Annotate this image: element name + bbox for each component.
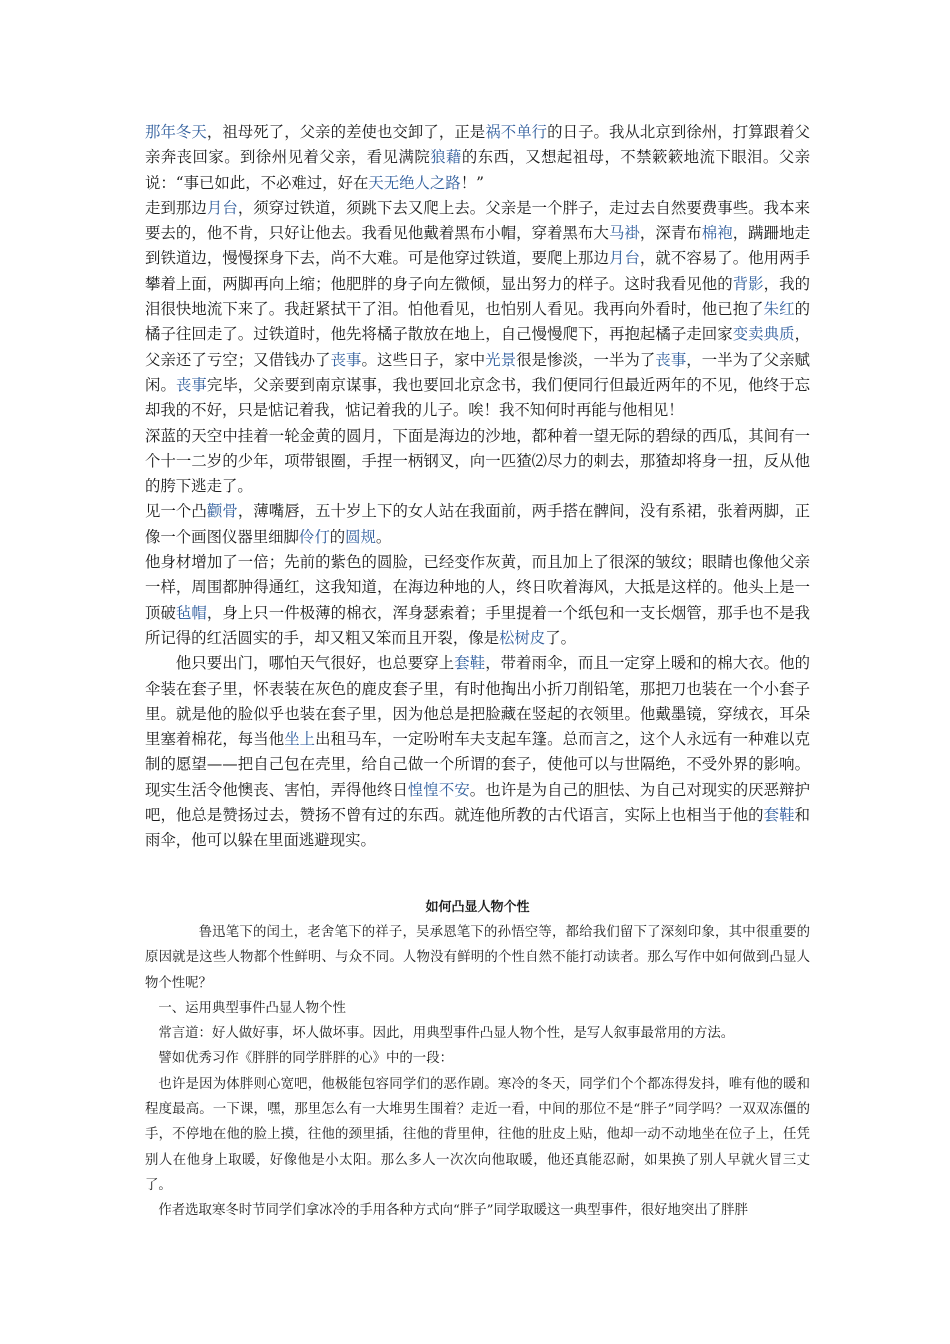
body-paragraph: 譬如优秀习作《胖胖的同学胖胖的心》中的一段：: [158, 1051, 453, 1067]
text-run: ，身上只一件极薄的棉衣，浑身瑟索着；手里提着一个纸包和一支长烟管，那手也不是我所记得的红活圆实的手，却又粗又笨而且开裂，像是: [145, 603, 810, 647]
highlighted-term: 毡帽: [175, 603, 207, 622]
text-run: 他只要出门，哪怕天气很好，也总要穿上: [175, 654, 455, 673]
highlighted-term: 丧事: [330, 350, 362, 369]
text-run: 了。: [545, 628, 576, 647]
body-paragraph: 作者选取寒冬时节同学们拿冰冷的手用各种方式向“胖子”同学取暖这一典型事件，很好地突出了胖胖: [158, 1203, 748, 1219]
highlighted-term: 月台: [206, 198, 238, 217]
article-title: 如何凸显人物个性: [425, 900, 530, 915]
highlighted-term: 圆规: [345, 527, 376, 546]
text-run: ，就不容易了。他用两手攀着上面，两脚再向上缩；他肥胖的身子向左微倾，显出努力的样子。这时我看见他的: [145, 249, 810, 293]
highlighted-term: 惶惶不安: [407, 780, 470, 799]
highlighted-term: 颧骨: [206, 502, 238, 521]
highlighted-term: 天无绝人之路: [368, 173, 461, 192]
text-run: ，深青布: [639, 224, 702, 243]
highlighted-term: 丧事: [175, 375, 207, 394]
highlighted-term: 伶仃: [298, 527, 330, 546]
intro-paragraph: 鲁迅笔下的闰土，老舍笔下的祥子，吴承恩笔下的孙悟空等，都给我们留下了深刻印象，其中很重要的原因就是这些人物都个性鲜明、与众不同。人物没有鲜明的个性自然不能打动读者。那么写作中如何做到凸显人物个性呢？: [145, 925, 810, 991]
excerpt-paragraph: [145, 196, 810, 424]
text-run: ，须穿过铁道，须跳下去又爬上去。父亲是一个胖子，走过去自然要费事些。我本来要去的，他不肯，只好让他去。我看见他戴着黑布小帽，穿着黑布大: [145, 198, 810, 243]
highlighted-term: 光景: [485, 350, 517, 369]
highlighted-term: 棉袍: [701, 224, 733, 243]
excerpt-paragraph: [145, 120, 810, 196]
highlighted-term: 马褂: [608, 224, 640, 243]
text-run: ，薄嘴唇，五十岁上下的女人站在我面前，两手搭在髀间，没有系裙，张着两脚，正像一个画图仪器里细脚: [145, 502, 810, 546]
text-run: ，带着雨伞，而且一定穿上暖和的棉大衣。他的伞装在套子里，怀表装在灰色的鹿皮套子里，有时他掏出小折刀削铅笔，那把刀也装在一个小套子里。就是他的脸似乎也装在套子里，因为他总是把脸藏在竖起的衣领里。他戴墨镜，穿绒衣，耳朵里塞着棉花，每当他: [145, 654, 810, 749]
text-run: 的: [329, 527, 346, 546]
text-run: ！”: [460, 173, 484, 192]
highlighted-term: 背影: [732, 274, 764, 293]
text-run: 出租马车，一定吩咐车夫支起车篷。总而言之，这个人永远有一种难以克制的愿望——把自己包在壳里，给自己做一个所谓的套子，使他可以与世隔绝，不受外界的影响。现实生活令他懊丧、害怕，弄得他终日: [145, 730, 810, 799]
text-run: 和雨伞，他可以躲在里面逃避现实。: [145, 806, 810, 850]
text-run: 走到那边: [145, 198, 207, 217]
highlighted-term: 变卖典质: [732, 325, 795, 344]
text-run: 完毕，父亲要到南京谋事，我也要回北京念书，我们便同行但最近两年的不见，他终于忘却我的不好，只是惦记着我，惦记着我的儿子。唉！我不知何时再能与他相见！: [145, 375, 810, 420]
highlighted-term: 朱红: [763, 300, 795, 319]
text-run: ，我的泪很快地流下来了。我赶紧拭干了泪。怕他看见，也怕别人看见。我再向外看时，他已抱了: [145, 274, 810, 319]
highlighted-term: 松树皮: [499, 628, 546, 647]
text-run: 。这些日子，家中: [361, 350, 486, 369]
text-run: 的橘子往回走了。过铁道时，他先将橘子散放在地上，自己慢慢爬下，再抱起橘子走回家: [145, 300, 810, 344]
text-run: ，祖母死了，父亲的差使也交卸了，正是: [206, 123, 486, 141]
text-run: 。也许是为自己的胆怯、为自己对现实的厌恶辩护吧，他总是赞扬过去，赞扬不曾有过的东西。就连他所教的古代语言，实际上也相当于他的: [145, 780, 810, 825]
highlighted-term: 祸不单行: [485, 123, 548, 141]
literary-excerpts: [145, 120, 810, 854]
quoted-excerpt: 也许是因为体胖则心宽吧，他极能包容同学们的恶作剧。寒冷的冬天，同学们个个都冻得发抖，唯有他的暖和程度最高。一下课，嘿，那里怎么有一大堆男生围着？走近一看，中间的那位不是“胖子”同学吗？一双双冻僵的手，不停地在他的脸上摸，往他的颈里插，往他的背里伸，往他的肚皮上贴，他却一动不动地坐在位子上，任凭别人在他身上取暖，好像他是小太阳。那么多人一次次向他取暖，他还真能忍耐，如果换了别人早就火冒三丈了。: [145, 1076, 810, 1193]
text-run: ，一半为了父亲赋闲。: [145, 350, 810, 394]
highlighted-term: 套鞋: [763, 806, 795, 825]
excerpt-paragraph: [145, 424, 810, 500]
body-paragraph: 常言道：好人做好事，坏人做坏事。因此，用典型事件凸显人物个性，是写人叙事最常用的方法。: [158, 1026, 735, 1042]
text-run: ，蹒跚地走到铁道边，慢慢探身下去，尚不大难。可是他穿过铁道，要爬上那边: [145, 224, 810, 268]
text-run: 的日子。我从北京到徐州，打算跟着父亲奔丧回家。到徐州见着父亲，看见满院: [145, 123, 810, 167]
text-run: 他身材增加了一倍；先前的紫色的圆脸，已经变作灰黄，而且加上了很深的皱纹；眼睛也像他父亲一样，周围都肿得通红，这我知道，在海边种地的人，终日吹着海风，大抵是这样的。他头上是一顶破: [145, 553, 810, 622]
text-run: 的东西，又想起祖母，不禁簌簌地流下眼泪。父亲说：“事已如此，不必难过，好在: [145, 148, 810, 192]
highlighted-term: 丧事: [655, 350, 687, 369]
text-run: ，父亲还了亏空；又借钱办了: [145, 325, 810, 369]
excerpt-paragraph: [145, 651, 810, 853]
highlighted-term: 坐上: [284, 730, 316, 749]
text-run: 很是惨淡，一半为了: [516, 350, 656, 369]
highlighted-term: 月台: [608, 249, 640, 268]
text-run: 。: [375, 527, 392, 546]
highlighted-term: 那年冬天: [145, 123, 207, 141]
highlighted-term: 狼藉: [430, 148, 462, 167]
excerpt-paragraph: [145, 550, 810, 651]
excerpt-paragraph: [145, 499, 810, 550]
section-heading: 一、运用典型事件凸显人物个性: [158, 1000, 346, 1016]
text-run: 见一个凸: [145, 502, 207, 521]
text-run: 深蓝的天空中挂着一轮金黄的圆月，下面是海边的沙地，都种着一望无际的碧绿的西瓜，其间有一个十一二岁的少年，项带银圈，手捏一柄钢叉，向一匹猹⑵尽力的刺去，那猹却将身一扭，反从他的胯下逃走了。: [145, 426, 810, 496]
highlighted-term: 套鞋: [454, 654, 486, 673]
article-body: [145, 920, 810, 1224]
